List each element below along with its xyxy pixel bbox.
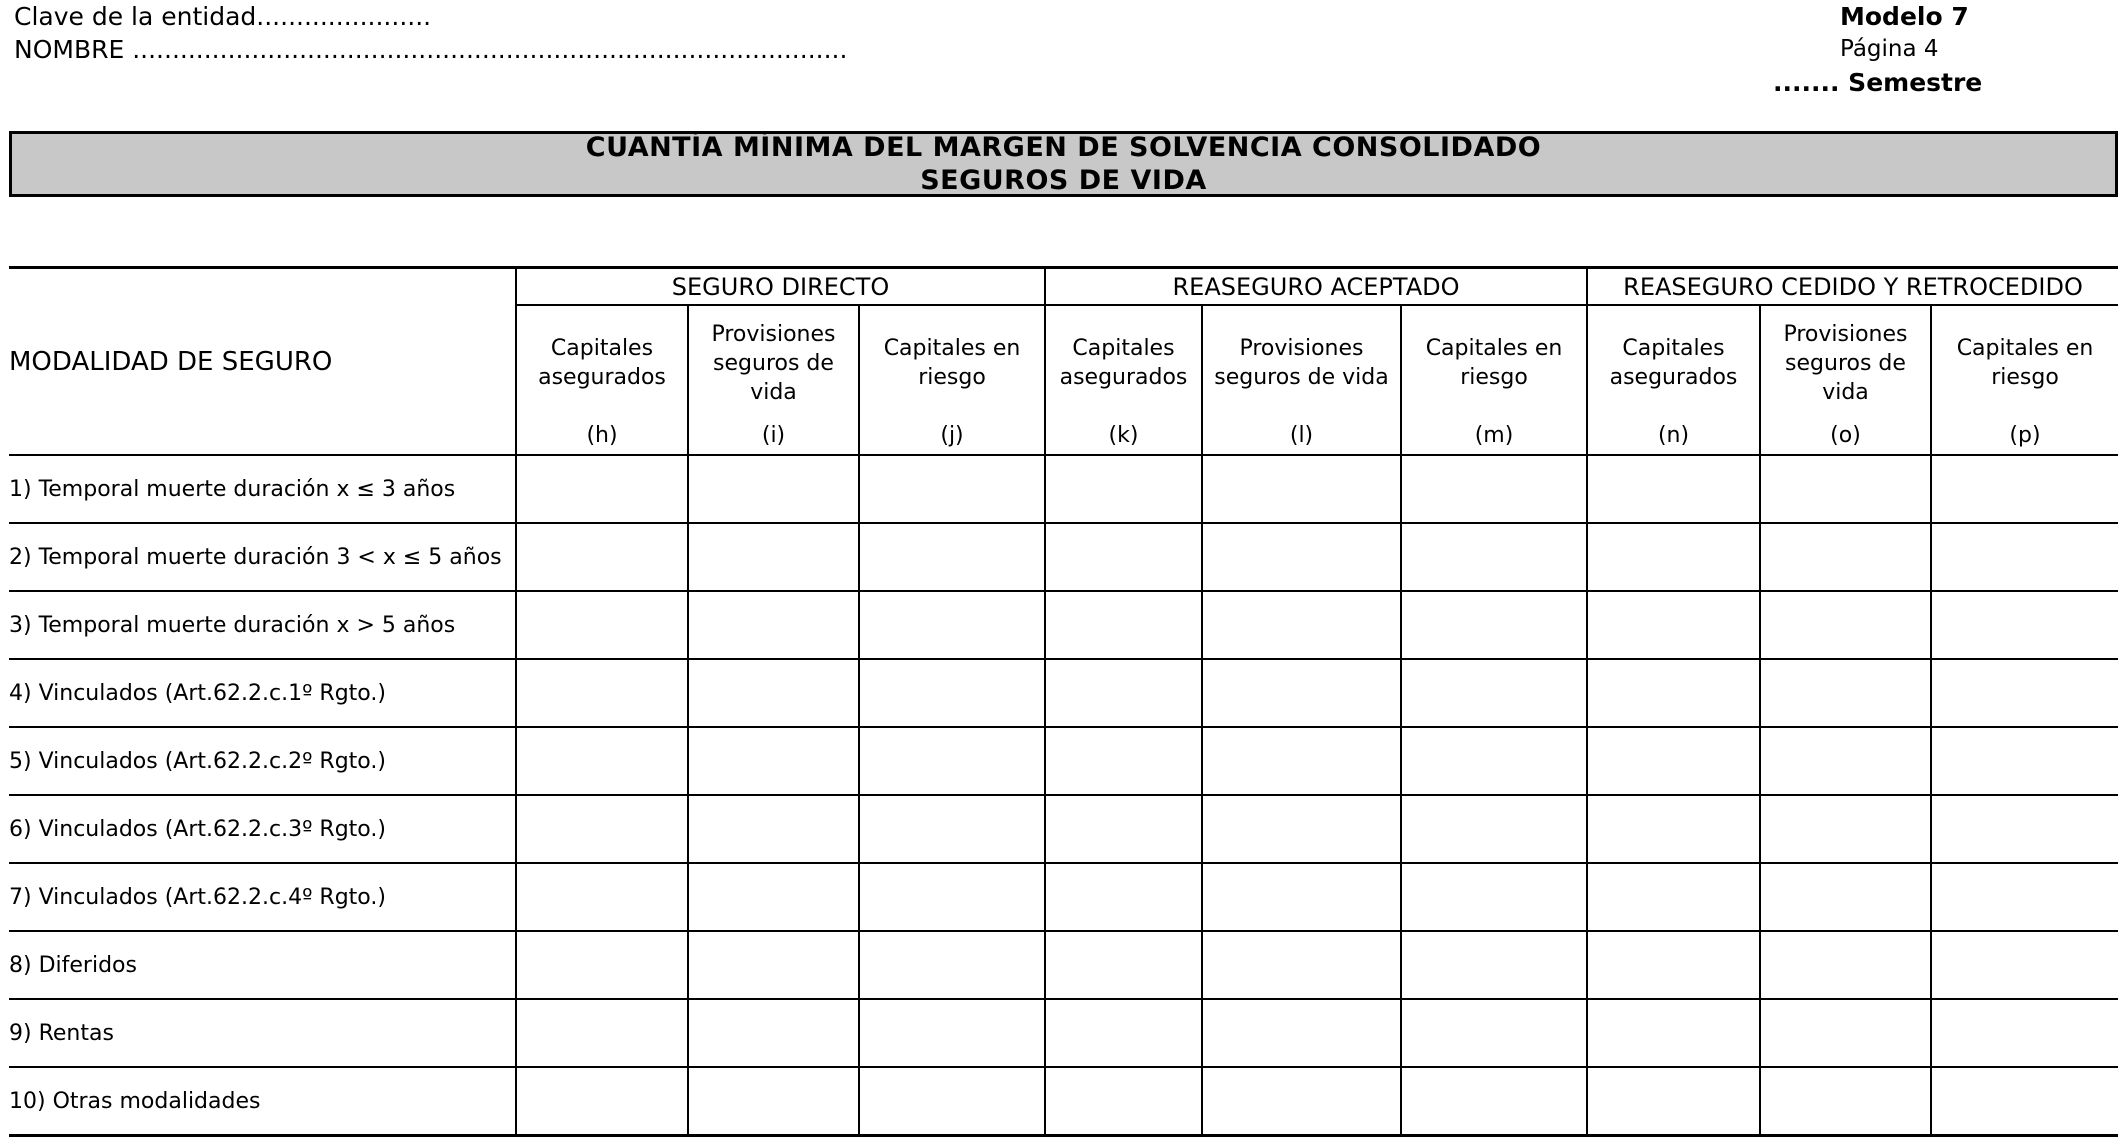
input-cell-n[interactable]	[1587, 659, 1760, 727]
entity-key-field: Clave de la entidad......................	[14, 2, 432, 31]
input-cell-l[interactable]	[1202, 863, 1401, 931]
input-cell-m[interactable]	[1401, 523, 1587, 591]
column-label: Capitales asegurados	[1059, 336, 1188, 390]
input-cell-m[interactable]	[1401, 795, 1587, 863]
table-row	[9, 523, 2118, 591]
column-header-i	[688, 305, 859, 455]
input-cell-i[interactable]	[688, 863, 859, 931]
entity-header	[14, 0, 847, 66]
column-label: Capitales en riesgo	[883, 336, 1021, 390]
input-cell-o[interactable]	[1760, 1067, 1931, 1136]
solvency-table	[9, 266, 2118, 1137]
input-cell-j[interactable]	[859, 931, 1045, 999]
input-cell-j[interactable]	[859, 591, 1045, 659]
input-cell-h[interactable]	[516, 523, 688, 591]
input-cell-k[interactable]	[1045, 1067, 1202, 1136]
input-cell-m[interactable]	[1401, 931, 1587, 999]
form-title-box	[9, 131, 2118, 197]
input-cell-i[interactable]	[688, 591, 859, 659]
row-label: 8) Diferidos	[9, 931, 516, 999]
input-cell-n[interactable]	[1587, 931, 1760, 999]
input-cell-o[interactable]	[1760, 795, 1931, 863]
input-cell-o[interactable]	[1760, 659, 1931, 727]
input-cell-j[interactable]	[859, 1067, 1045, 1136]
input-cell-p[interactable]	[1931, 455, 2118, 523]
input-cell-k[interactable]	[1045, 931, 1202, 999]
input-cell-i[interactable]	[688, 999, 859, 1067]
input-cell-m[interactable]	[1401, 1067, 1587, 1136]
table-row	[9, 591, 2118, 659]
input-cell-k[interactable]	[1045, 523, 1202, 591]
input-cell-h[interactable]	[516, 863, 688, 931]
input-cell-o[interactable]	[1760, 523, 1931, 591]
table-row	[9, 795, 2118, 863]
input-cell-p[interactable]	[1931, 523, 2118, 591]
table-row	[9, 863, 2118, 931]
column-label: Provisiones seguros de vida	[1783, 321, 1908, 405]
page-number: Página 4	[1840, 36, 1939, 62]
input-cell-l[interactable]	[1202, 795, 1401, 863]
row-label: 10) Otras modalidades	[9, 1067, 516, 1136]
table-body	[9, 455, 2118, 1136]
table-row	[9, 455, 2118, 523]
input-cell-m[interactable]	[1401, 659, 1587, 727]
row-label: 4) Vinculados (Art.62.2.c.1º Rgto.)	[9, 659, 516, 727]
table-row	[9, 727, 2118, 795]
column-code: (i)	[761, 423, 786, 448]
input-cell-p[interactable]	[1931, 591, 2118, 659]
column-code: (o)	[1830, 423, 1861, 448]
input-cell-l[interactable]	[1202, 591, 1401, 659]
column-header-p	[1931, 305, 2118, 455]
input-cell-n[interactable]	[1587, 795, 1760, 863]
column-header-h	[516, 305, 688, 455]
input-cell-p[interactable]	[1931, 863, 2118, 931]
form-title-line-2: SEGUROS DE VIDA	[920, 165, 1207, 196]
row-label: 7) Vinculados (Art.62.2.c.4º Rgto.)	[9, 863, 516, 931]
input-cell-h[interactable]	[516, 455, 688, 523]
input-cell-l[interactable]	[1202, 455, 1401, 523]
column-label: Capitales en riesgo	[1425, 336, 1563, 390]
input-cell-j[interactable]	[859, 455, 1045, 523]
input-cell-j[interactable]	[859, 999, 1045, 1067]
row-label: 9) Rentas	[9, 999, 516, 1067]
column-header-m	[1401, 305, 1587, 455]
input-cell-k[interactable]	[1045, 659, 1202, 727]
input-cell-l[interactable]	[1202, 727, 1401, 795]
input-cell-p[interactable]	[1931, 795, 2118, 863]
input-cell-i[interactable]	[688, 795, 859, 863]
column-header-l	[1202, 305, 1401, 455]
input-cell-k[interactable]	[1045, 795, 1202, 863]
model-number: Modelo 7	[1840, 2, 1969, 31]
modalidad-header: MODALIDAD DE SEGURO	[9, 268, 516, 456]
group-header-seguro-directo: SEGURO DIRECTO	[516, 268, 1045, 306]
input-cell-p[interactable]	[1931, 931, 2118, 999]
input-cell-m[interactable]	[1401, 863, 1587, 931]
table-row	[9, 999, 2118, 1067]
input-cell-i[interactable]	[688, 931, 859, 999]
column-code: (l)	[1289, 423, 1314, 448]
input-cell-l[interactable]	[1202, 659, 1401, 727]
group-header-reaseguro-cedido: REASEGURO CEDIDO Y RETROCEDIDO	[1587, 268, 2118, 306]
input-cell-j[interactable]	[859, 727, 1045, 795]
input-cell-n[interactable]	[1587, 999, 1760, 1067]
input-cell-k[interactable]	[1045, 999, 1202, 1067]
table-row	[9, 1067, 2118, 1136]
row-label: 1) Temporal muerte duración x ≤ 3 años	[9, 455, 516, 523]
form-title-line-1: CUANTÍA MÍNIMA DEL MARGEN DE SOLVENCIA CONSOLIDADO	[585, 132, 1542, 163]
input-cell-h[interactable]	[516, 931, 688, 999]
input-cell-l[interactable]	[1202, 999, 1401, 1067]
input-cell-o[interactable]	[1760, 999, 1931, 1067]
table-row	[9, 659, 2118, 727]
input-cell-h[interactable]	[516, 999, 688, 1067]
input-cell-h[interactable]	[516, 591, 688, 659]
input-cell-i[interactable]	[688, 1067, 859, 1136]
input-cell-i[interactable]	[688, 659, 859, 727]
input-cell-p[interactable]	[1931, 999, 2118, 1067]
input-cell-h[interactable]	[516, 727, 688, 795]
input-cell-o[interactable]	[1760, 591, 1931, 659]
input-cell-n[interactable]	[1587, 591, 1760, 659]
column-label: Provisiones seguros de vida	[1214, 336, 1389, 390]
input-cell-k[interactable]	[1045, 591, 1202, 659]
input-cell-n[interactable]	[1587, 727, 1760, 795]
column-label: Capitales asegurados	[1609, 336, 1738, 390]
entity-name-field: NOMBRE ..........................................................................................	[14, 35, 848, 64]
input-cell-m[interactable]	[1401, 455, 1587, 523]
input-cell-i[interactable]	[688, 523, 859, 591]
column-header-j	[859, 305, 1045, 455]
column-code: (k)	[1108, 423, 1139, 448]
input-cell-l[interactable]	[1202, 1067, 1401, 1136]
input-cell-o[interactable]	[1760, 863, 1931, 931]
group-header-row	[9, 268, 2118, 306]
input-cell-k[interactable]	[1045, 863, 1202, 931]
input-cell-l[interactable]	[1202, 931, 1401, 999]
input-cell-m[interactable]	[1401, 591, 1587, 659]
input-cell-m[interactable]	[1401, 727, 1587, 795]
input-cell-h[interactable]	[516, 659, 688, 727]
column-label: Capitales asegurados	[538, 336, 666, 390]
table-row	[9, 931, 2118, 999]
column-code: (h)	[586, 423, 618, 448]
input-cell-j[interactable]	[859, 795, 1045, 863]
column-header-k	[1045, 305, 1202, 455]
column-code: (n)	[1657, 423, 1690, 448]
input-cell-n[interactable]	[1587, 863, 1760, 931]
input-cell-n[interactable]	[1587, 455, 1760, 523]
row-label: 6) Vinculados (Art.62.2.c.3º Rgto.)	[9, 795, 516, 863]
input-cell-h[interactable]	[516, 795, 688, 863]
row-label: 2) Temporal muerte duración 3 < x ≤ 5 años	[9, 523, 516, 591]
group-header-reaseguro-aceptado: REASEGURO ACEPTADO	[1045, 268, 1587, 306]
input-cell-n[interactable]	[1587, 1067, 1760, 1136]
input-cell-j[interactable]	[859, 863, 1045, 931]
input-cell-j[interactable]	[859, 659, 1045, 727]
input-cell-j[interactable]	[859, 523, 1045, 591]
input-cell-i[interactable]	[688, 727, 859, 795]
input-cell-o[interactable]	[1760, 931, 1931, 999]
input-cell-p[interactable]	[1931, 727, 2118, 795]
input-cell-m[interactable]	[1401, 999, 1587, 1067]
input-cell-l[interactable]	[1202, 523, 1401, 591]
column-header-o	[1760, 305, 1931, 455]
input-cell-p[interactable]	[1931, 1067, 2118, 1136]
column-header-n	[1587, 305, 1760, 455]
input-cell-h[interactable]	[516, 1067, 688, 1136]
input-cell-i[interactable]	[688, 455, 859, 523]
column-code: (m)	[1474, 423, 1514, 448]
input-cell-k[interactable]	[1045, 455, 1202, 523]
input-cell-p[interactable]	[1931, 659, 2118, 727]
column-code: (p)	[2009, 423, 2041, 448]
column-label: Provisiones seguros de vida	[711, 321, 836, 405]
input-cell-k[interactable]	[1045, 727, 1202, 795]
semester-field: ....... Semestre	[1773, 68, 1983, 97]
input-cell-n[interactable]	[1587, 523, 1760, 591]
input-cell-o[interactable]	[1760, 727, 1931, 795]
input-cell-o[interactable]	[1760, 455, 1931, 523]
column-label: Capitales en riesgo	[1956, 336, 2094, 390]
column-code: (j)	[940, 423, 964, 448]
row-label: 5) Vinculados (Art.62.2.c.2º Rgto.)	[9, 727, 516, 795]
row-label: 3) Temporal muerte duración x > 5 años	[9, 591, 516, 659]
